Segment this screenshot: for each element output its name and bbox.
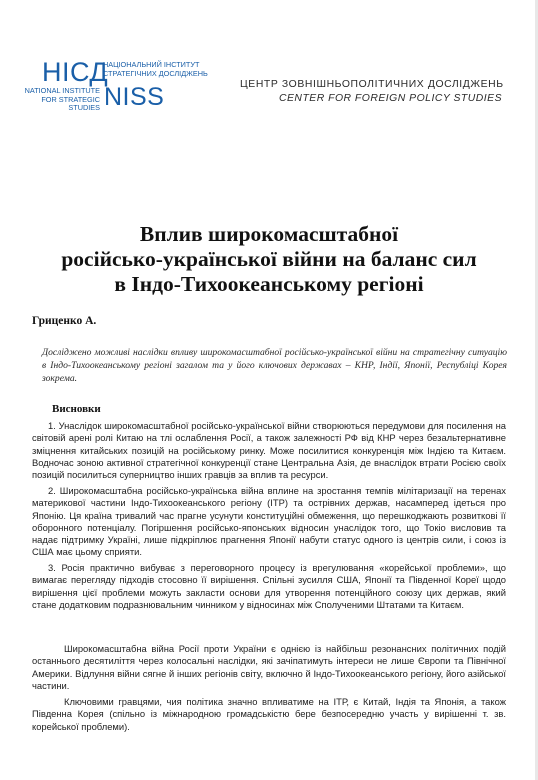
conclusion-paragraph-1: 1. Унаслідок широкомасштабної російсько-української війни створюються передумови для посилення на світовій арені ролі Китаю на тлі ослаблення Росії, а також залежності РФ від КНР через безальтернативне зміцнення китайських позицій на російському ринку. Може посилитися конкуренція між Індією та Китаєм. Водночас зоною активної стратегічної конкуренції стане Центральна Азія, де внаслідок втрати Росією своїх позицій посилиться суперництво інших гравців за вплив та ресурси. bbox=[32, 420, 506, 481]
niss-logo bbox=[18, 57, 218, 112]
conclusion-paragraph-2: 2. Широкомасштабна російсько-українська війна вплине на зростання темпів мілітаризації на теренах материкової частини Індо-Тихоокеанського регіону (ІТР) та острівних держав, насамперед ідеться про Японію. Ця країна тривалий час прагне усунути конституційні обмеження, що перешкоджають розвиткові її оборонного потенціалу. Погіршення російсько-японських відносин унаслідок того, що Токіо висловив та надає підтримку Україні, лише підкріплює прагнення Японії набути статус одного із центрів сили, і союз із США має цьому сприяти. bbox=[32, 485, 506, 558]
document-title bbox=[30, 222, 508, 297]
title-line-2: російсько-української війни на баланс сил bbox=[61, 247, 477, 271]
conclusion-paragraph-3: 3. Росія практично вибуває з переговорного процесу із врегулювання «корейської проблеми», що вимагає перегляду підходів стосовно її вирішення. Спільні зусилля США, Японії та Південної Кореї щодо вирішення цієї проблеми можуть закласти основи для утворення потенційного союзу цих держав, який стане додатковим подразнювальним чинником у відносинах між Сполученими Штатами та Китаєм. bbox=[32, 562, 506, 610]
title-line-1: Вплив широкомасштабної bbox=[139, 222, 399, 246]
logo-name-ua: НАЦІОНАЛЬНИЙ ІНСТИТУТ СТРАТЕГІЧНИХ ДОСЛІДЖЕНЬ bbox=[103, 60, 208, 78]
author: Гриценко А. bbox=[32, 315, 97, 327]
abstract: Досліджено можливі наслідки впливу широкомасштабної російсько-української війни на стратегічну ситуацію в Індо-Тихоокеанському регіоні загалом та у його ключових державах – КНР, Індії, Японії, Республіці Корея зокрема. bbox=[42, 347, 507, 384]
center-name-en: CENTER FOR FOREIGN POLICY STUDIES bbox=[279, 93, 502, 104]
logo-name-en: NATIONAL INSTITUTE FOR STRATEGIC STUDIES bbox=[24, 86, 100, 112]
center-header bbox=[240, 78, 502, 106]
body-paragraph-1: Широкомасштабна війна Росії проти України є однією із найбільш резонансних політичних подій останнього десятиліття через колосальні наслідки, які зачіпатимуть інтереси не лише Європи та Північної Америки. Відлуння війни сягне й інших регіонів світу, включно й Індо-Тихоокеанського регіону, його азійської частини. bbox=[32, 643, 506, 691]
body-paragraph-2: Ключовими гравцями, чия політика значно впливатиме на ІТР, є Китай, Індія та Японія, а також Південна Корея (спільно із міжнародною громадськістю бере безпосередню участь у вирішенні т. зв. корейської проблеми). bbox=[32, 696, 506, 732]
logo-abbr-en: NISS bbox=[104, 83, 165, 111]
conclusions-heading: Висновки bbox=[52, 403, 101, 415]
logo-abbr-ua: НІСД bbox=[42, 57, 109, 87]
center-name-ua: ЦЕНТР ЗОВНІШНЬОПОЛІТИЧНИХ ДОСЛІДЖЕНЬ bbox=[240, 79, 504, 90]
title-line-3: в Індо-Тихоокеанському регіоні bbox=[114, 272, 424, 296]
